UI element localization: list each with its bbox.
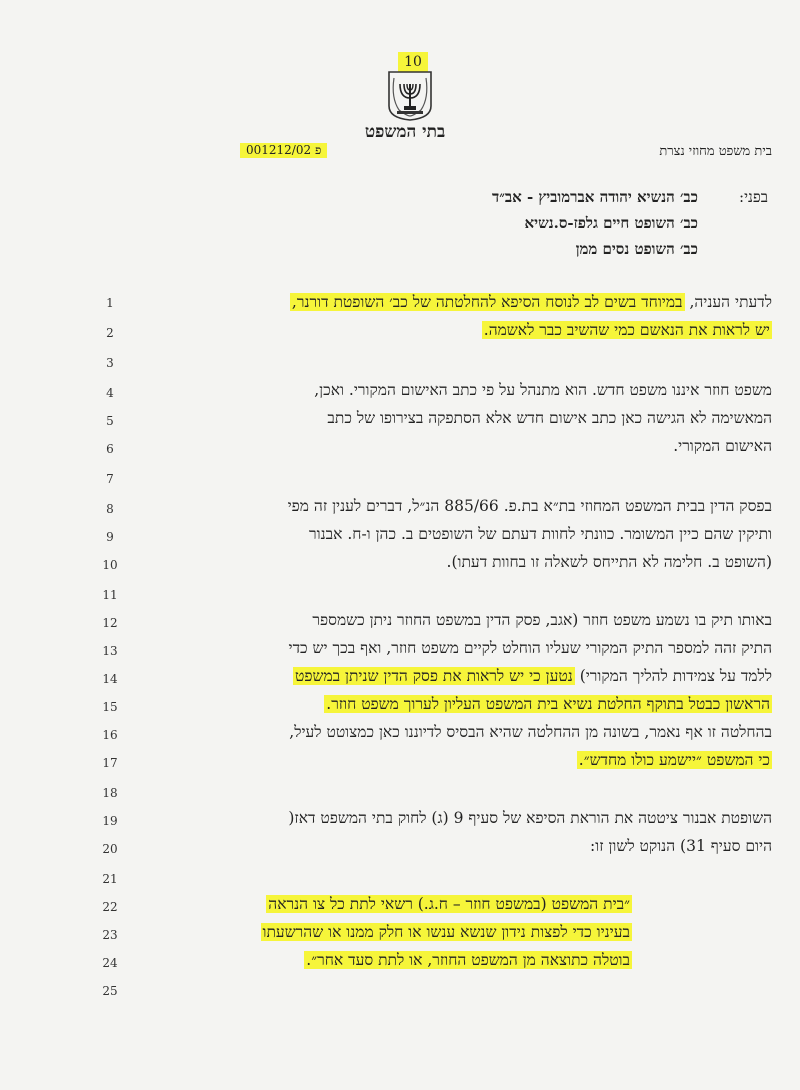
line-number: 12 xyxy=(102,616,118,630)
line-number: 1 xyxy=(106,296,114,310)
highlighted-text: יש לראות את הנאשם כמי שהשיב כבר לאשמה. xyxy=(483,321,770,339)
line-number: 10 xyxy=(102,558,118,572)
judge-2: כב׳ השופט חיים גלפז-ס.נשיא xyxy=(524,214,698,232)
quote-line xyxy=(266,895,632,914)
highlighted-text: בוטלה כתוצאה מן המשפט החוזר, או לתת סעד אחר״. xyxy=(306,951,630,969)
line-number: 2 xyxy=(106,326,114,340)
text-line: השופטת אבנור ציטטה את הוראת הסיפא של סעיף 9 (ג) לחוק בתי המשפט דאז( xyxy=(288,809,772,827)
text-line xyxy=(324,695,772,714)
text-line xyxy=(577,751,772,770)
case-number: 001212/02 פ xyxy=(240,143,327,158)
highlighted-text: נטען כי יש לראות את פסק הדין שניתן במשפט xyxy=(294,667,573,685)
court-title: בתי המשפט xyxy=(364,122,446,142)
text-line: המאשימה לא הגישה כאן כתב אישום חדש אלא הסתפקה בצירופו של כתב xyxy=(327,409,772,427)
page-number: 10 xyxy=(398,52,428,72)
line-number: 25 xyxy=(102,984,118,998)
line-number: 4 xyxy=(106,386,114,400)
text-segment: לדעתי העניה, xyxy=(684,293,772,311)
line-number: 3 xyxy=(106,356,114,370)
highlighted-text: ״בית המשפט (במשפט חוזר – ח.ג.) רשאי לתת כל צו הנראה xyxy=(268,895,630,913)
line-number: 6 xyxy=(106,442,114,456)
line-number: 15 xyxy=(102,700,118,714)
line-number: 7 xyxy=(106,472,114,486)
text-line: בפסק הדין בבית המשפט המחוזי בת״א בת.פ. 885/66 הנ״ל, דברים לענין זה מפי xyxy=(287,497,772,515)
text-line: ותיקין שהם כיין המשומר. כוונתי לחוות דעתם של השופטים ב. כהן ו-ח. אבנור xyxy=(309,525,772,543)
line-number: 5 xyxy=(106,414,114,428)
highlighted-text: הראשון כבטל בתוקף החלטת נשיא בית המשפט העליון לערוך משפט חוזר. xyxy=(326,695,770,713)
line-number: 17 xyxy=(102,756,118,770)
line-number: 16 xyxy=(102,728,118,742)
line-number: 21 xyxy=(102,872,118,886)
line-number: 14 xyxy=(102,672,118,686)
line-number: 9 xyxy=(106,530,114,544)
highlighted-text: כי המשפט ״יישמע כולו מחדש״. xyxy=(578,751,770,769)
line-number: 19 xyxy=(102,814,118,828)
judge-1: כב׳ הנשיא יהודה אברמוביץ - אב״ד xyxy=(491,188,698,206)
state-emblem-icon xyxy=(385,70,435,122)
text-line: משפט חוזר איננו משפט חדש. הוא מתנהל על פי כתב האישום המקורי. ואכן, xyxy=(314,381,772,399)
line-number: 18 xyxy=(102,786,118,800)
line-number: 11 xyxy=(102,588,118,602)
text-line: באותו תיק בו נשמע משפט חוזר (אגב, פסק הדין במשפט החוזר ניתן כשמספר xyxy=(312,611,772,629)
line-number: 23 xyxy=(102,928,118,942)
text-segment: ללמד על צמידות להליך המקורי) xyxy=(574,667,772,685)
text-line xyxy=(482,321,772,340)
quote-line xyxy=(304,951,632,970)
highlighted-text: בעיניו כדי לפצות נידון שנשא ענשו או חלק ממנו או שהרשעתו xyxy=(262,923,630,941)
line-number: 24 xyxy=(102,956,118,970)
text-line: (השופט ב. חלימה לא התייחס לשאלה זו בחוות דעתו). xyxy=(446,553,772,571)
text-line: היום סעיף 31) הנוקט לשון זו: xyxy=(590,837,772,855)
district-court-name: בית משפט מחוזי נצרת xyxy=(659,144,772,159)
text-line xyxy=(293,667,772,686)
line-number: 22 xyxy=(102,900,118,914)
text-line: התיק זהה למספר התיק המקורי שעליו הוחלט לקיים משפט חוזר, ואף בכך יש כדי xyxy=(288,639,772,657)
before-label: בפני: xyxy=(739,188,768,206)
line-number: 13 xyxy=(102,644,118,658)
line-number: 8 xyxy=(106,502,114,516)
judge-3: כב׳ השופט נסים ממן xyxy=(575,240,698,258)
text-line xyxy=(290,293,772,312)
highlighted-text: במיוחד בשים לב לנוסח הסיפא להחלטתה של כב׳ השופטת דורנר, xyxy=(291,293,683,311)
text-line: האישום המקורי. xyxy=(673,437,772,455)
line-number: 20 xyxy=(102,842,118,856)
text-line: בהחלטה זו אף נאמר, בשונה מן ההחלטה שהיא הבסיס לדיוננו כאן כמצוטט לעיל, xyxy=(289,723,772,741)
quote-line xyxy=(261,923,632,942)
